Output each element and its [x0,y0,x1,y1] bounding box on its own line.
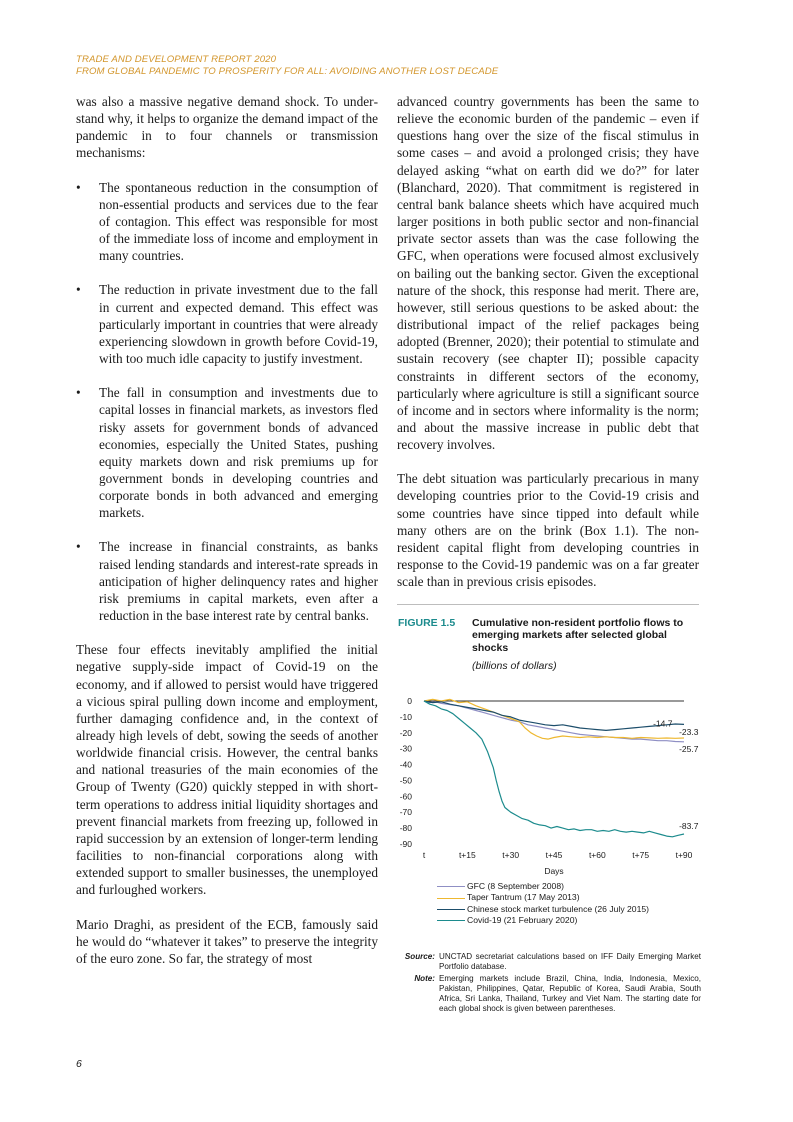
legend-item [437,904,649,915]
legend-label: Chinese stock market turbulence (26 July 2015) [467,903,649,914]
body-paragraph: The debt situation was particularly precarious in many developing countries prior to the Covid-19 crisis and some countries have since tipped into default while many others are on the brink (Box 1.1). The non-resident capital flight from developing countries in response to the Covid-19 pandemic was on a far greater scale than in previous crisis episodes. [397,471,699,590]
legend-swatch [437,898,465,899]
legend-item [437,892,649,903]
source-label: Source: [404,952,435,961]
data-label: -25.7 [679,743,699,754]
x-tick-label: t+45 [545,850,563,860]
bullet-item: • The reduction in private investment due to the fall in current and expected demand. This effect was particularly important in countries that were already experiencing slowdown in growth before Covid-19, with too much idle capacity to justify investment. [76,282,378,367]
bullet-icon: • [76,385,81,401]
chart-legend [437,881,649,927]
series-line [424,701,684,730]
bullet-icon: • [76,179,81,195]
figure-source-notes [397,952,701,1015]
legend-swatch [437,909,465,910]
y-tick-label: -90 [399,839,412,849]
legend-label: Covid-19 (21 February 2020) [467,915,578,926]
x-tick-label: t+75 [632,850,650,860]
data-label: -83.7 [679,820,699,831]
data-label: -23.3 [679,727,699,738]
running-header [76,54,716,78]
data-label: -14.7 [653,718,673,729]
transmission-channels-list [76,179,378,625]
x-tick-label: t+30 [502,850,520,860]
figure-divider [397,604,699,605]
bullet-icon: • [76,282,81,298]
figure-subtitle: (billions of dollars) [472,660,557,672]
y-tick-label: -30 [399,743,412,754]
bullet-item: • The increase in financial constraints, as banks raised lending standards and interest-rate spreads in anticipation of higher delinquency rates and higher risk premiums in capital markets, even after a reduction in the base interest rate by central banks. [76,539,378,624]
right-column [397,93,699,590]
series-line [424,699,684,739]
x-tick-label: t+90 [675,850,693,860]
portfolio-flows-chart [397,690,702,880]
body-paragraph: advanced country governments has been the same to relieve the economic burden of the pandemic – even if questions hang over the size of the fiscal stimulus in some cases – and avoid a prolonged crisis; they have delayed asking “what on earth did we do?” for later (Blanchard, 2020). That commitment is registered in central bank balance sheets which have acquired much larger positions in both public sector and non-financial private sector assets than was the case following the GFC, when operations were focused almost exclusively on bailing out the banking sector. Given the exceptional nature of the shock, this response had merit. There are, however, still serious questions to be asked about: the distributional impact of the relief packages being adopted (Brenner, 2020); their potential to stimulate and sustain recovery (see chapter II); possible capacity constraints in different sectors of the economy, particularly where agriculture is still a significant source of income and in sectors where informality is the norm; and about the massive increase in public debt that recovery involves. [397,94,699,453]
legend-label: Taper Tantrum (17 May 2013) [467,892,580,903]
y-tick-label: -70 [399,807,412,818]
legend-swatch [437,920,465,921]
body-paragraph: These four effects inevitably amplified the initial negative supply-side impact of Covid-19 on the economy, and if allowed to persist would have triggered a vicious spiral pulling down income and employment, further damaging confidence and, in the context of already high levels of debt, sowing the seeds of another worldwide financial crisis. However, the central banks and national treasuries of the main economies of the Group of Twenty (G20) quickly stepped in with short-term operations to address initial liquidity shortages and prevent financial markets from freezing up, followed in rapid succession by an extension of longer-term lending facilities to non-financial corporations along with extended support to smaller businesses, the unemployed and furloughed workers. [76,642,378,898]
series-line [424,701,684,837]
legend-item [437,881,649,892]
bullet-icon: • [76,539,81,555]
intro-paragraph: was also a massive negative demand shock. To understand why, it helps to organize the demand impact of the pandemic in to four channels or transmission mechanisms: [76,94,378,161]
x-tick-label: t+15 [458,850,476,860]
report-title: TRADE AND DEVELOPMENT REPORT 2020 [76,54,277,65]
y-tick-label: -10 [399,711,412,722]
y-tick-label: -40 [399,759,412,770]
legend-item [437,915,649,926]
figure-title: Cumulative non-resident portfolio flows to emerging markets after selected global shocks [472,617,684,654]
page-number: 6 [76,1058,82,1070]
x-tick-label: t+60 [588,850,606,860]
y-tick-label: -80 [399,823,412,834]
x-tick-label: t [422,850,426,860]
left-column [76,93,378,967]
x-axis-title: Days [544,866,564,876]
body-paragraph: Mario Draghi, as president of the ECB, famously said he would do “whatever it takes” to preserve the integrity of the euro zone. So far, the strategy of most [76,916,378,966]
y-tick-label: 0 [407,696,412,706]
report-subtitle: FROM GLOBAL PANDEMIC TO PROSPERITY FOR ALL: AVOIDING ANOTHER LOST DECADE [76,66,499,77]
legend-label: GFC (8 September 2008) [467,881,564,891]
legend-swatch [437,886,465,887]
y-tick-label: -50 [399,775,412,786]
bullet-item: • The fall in consumption and investments due to capital losses in financial markets, as investors fled risky assets for government bonds of advanced economies, especially the United States, pushing equity markets down and risk premiums up for government bonds in developing countries and corporate bonds in both advanced and emerging markets. [76,385,378,521]
y-tick-label: -60 [399,791,412,802]
note-text: Emerging markets include Brazil, China, India, Indonesia, Mexico, Pakistan, Philippines, Qatar, Republic of Korea, Saudi Arabia, South Africa, Sri Lanka, Thailand, Turkey and Viet Nam. The starting date for each global shock is given between parentheses. [439,973,701,1014]
source-text: UNCTAD secretariat calculations based on IFF Daily Emerging Market Portfolio database. [439,952,701,972]
bullet-item: • The spontaneous reduction in the consumption of non-essential products and services due to the fear of contagion. This effect was responsible for most of the immediate loss of income and employment in many countries. [76,179,378,264]
figure-number: FIGURE 1.5 [398,617,456,629]
note-label: Note: [414,973,435,983]
y-tick-label: -20 [399,727,412,738]
